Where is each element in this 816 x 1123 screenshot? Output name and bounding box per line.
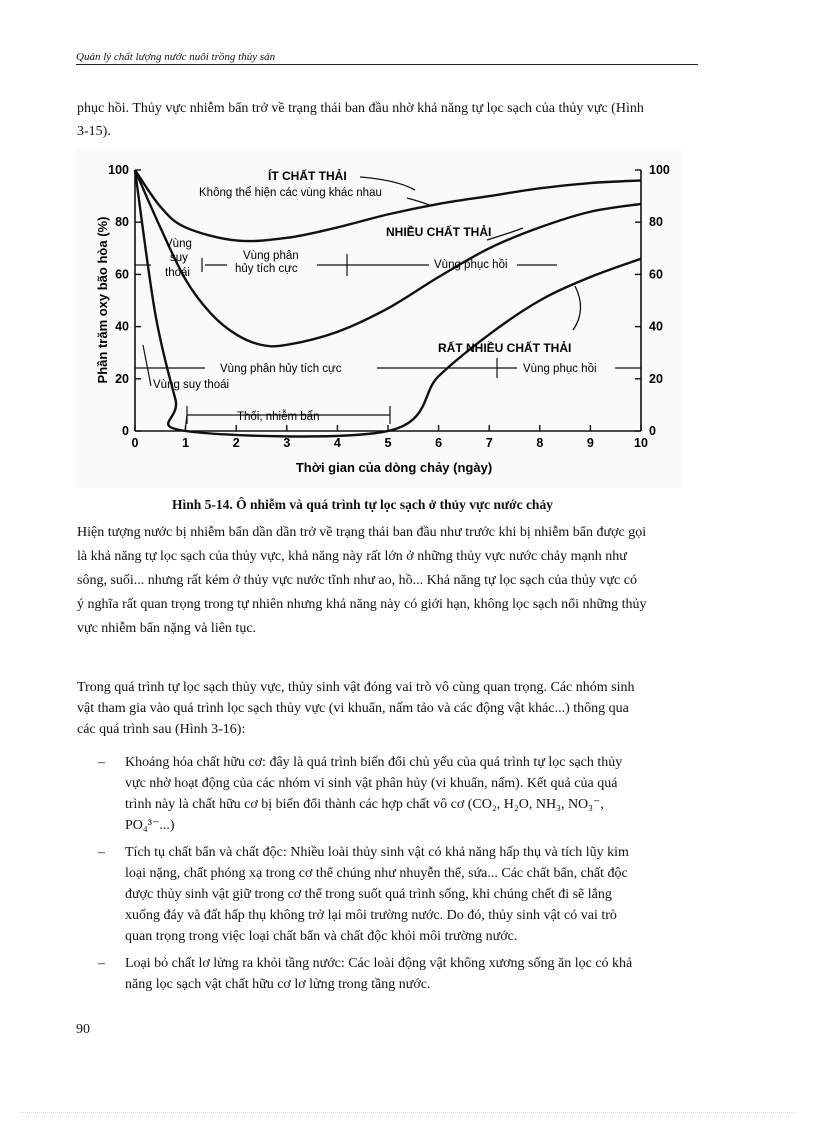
intro-paragraph: phục hồi. Thủy vực nhiễm bẩn trở về trạng thái ban đầu nhờ khả năng tự lọc sạch của thủy vực (Hình 3-15). [77, 101, 644, 139]
label-khong-the: Không thể hiện các vùng khác nhau [199, 187, 382, 199]
y-tick-label-right: 20 [649, 371, 663, 386]
y-tick-label-right: 0 [649, 424, 656, 438]
x-tick-label: 5 [384, 436, 392, 450]
list-item [98, 752, 638, 836]
label-nhieu-chat-thai: NHIỀU CHẤT THẢI [386, 225, 492, 239]
label-vung-suy-thoai-low: Vùng suy thoái [153, 379, 230, 391]
process-list [98, 752, 638, 1001]
label-vung-phan-huy-2: hủy tích cực [235, 263, 298, 275]
list-dash: – [98, 755, 105, 770]
y-axis-title: Phần trăm oxy bão hòa (%) [95, 216, 110, 384]
x-tick-label: 7 [485, 436, 493, 450]
list-dash: – [98, 845, 105, 860]
x-tick-label: 10 [634, 436, 648, 450]
label-vung-phuc-hoi-low: Vùng phục hồi [523, 363, 597, 375]
body-paragraph-2: Trong quá trình tự lọc sạch thủy vực, thủy sinh vật đóng vai trò vô cùng quan trọng. Các nhóm sinh vật tham gia vào quá trình lọc sạch thủy vực (vi khuẩn, nấm tảo và các động vật khác...) thông qua các quá trình sau (Hình 3-16): [77, 680, 635, 737]
y-tick-label-left: 0 [122, 424, 129, 438]
x-axis-title: Thời gian của dòng chảy (ngày) [295, 460, 493, 475]
x-tick-label: 4 [333, 436, 341, 450]
list-item-text: Loại bỏ chất lơ lửng ra khỏi tầng nước: Các loài động vật không xương sống ăn lọc có khả năng lọc sạch vật chất hữu cơ lơ lửng trong tầng nước. [125, 956, 633, 992]
y-tick-label-left: 60 [115, 267, 129, 282]
list-item [98, 842, 638, 947]
label-vung-phan-huy-1: Vùng phân [243, 250, 299, 262]
list-item-text: Tích tụ chất bẩn và chất độc: Nhiều loài thủy sinh vật có khả năng hấp thụ và tích lũy kim loại nặng, chất phóng xạ trong cơ thể chúng như nhuyễn thể, sứa... Các chất bẩn, chất độc được thủy sinh vật giữ trong cơ thể trong suốt quá trình sống, khi chúng chết đi sẽ lắng xuống đáy và đất hấp thụ không trở lại môi trường nước. Do đó, thủy sinh vật có vai trò quan trọng trong việc loại chất bẩn và chất độc khỏi môi trường nước. [125, 845, 629, 944]
label-vung-phuc-hoi-top: Vùng phục hồi [434, 259, 508, 271]
y-tick-label-left: 40 [115, 319, 129, 334]
x-tick-label: 0 [131, 436, 139, 450]
footer-rule [20, 1112, 796, 1113]
label-vung-suy-1: Vùng [165, 238, 192, 250]
list-dash: – [98, 956, 105, 971]
running-header: Quản lý chất lượng nước nuôi trồng thủy sản [76, 51, 276, 63]
y-tick-label-left: 80 [115, 215, 129, 230]
figure-chart [77, 150, 681, 488]
y-tick-label-left: 100 [108, 163, 129, 177]
y-tick-label-right: 40 [649, 319, 663, 334]
list-item [98, 953, 638, 995]
header-rule [76, 64, 698, 65]
label-it-chat-thai: ÍT CHẤT THẢI [268, 169, 347, 183]
body-paragraph-1: Hiện tượng nước bị nhiễm bẩn dần dần trở về trạng thái ban đầu như trước khi bị nhiễm bẩn được gọi là khả năng tự lọc sạch của thủy vực, khả năng này rất lớn ở những thủy vực nước chảy mạnh như sông, suối... nhưng rất kém ở thủy vực nước tĩnh như ao, hồ... Khả năng tự lọc sạch của thủy vực có ý nghĩa rất quan trọng trong tự nhiên nhưng khả năng này có giới hạn, không lọc sạch nổi những thủy vực nhiễm bẩn nặng và liên tục. [77, 525, 647, 636]
list-item-text: Khoáng hóa chất hữu cơ: đây là quá trình biến đổi chủ yếu của quá trình tự lọc sạch thủy vực nhờ hoạt động của các nhóm vi sinh vật phân hủy (vi khuẩn, nấm). Kết quả của quá trình này là chất hữu cơ bị biến đổi thành các hợp chất vô cơ (CO₂, H₂O, NH₃, NO₃⁻, PO₄³⁻...) [125, 755, 623, 833]
y-tick-label-right: 80 [649, 215, 663, 230]
label-vung-suy-3: thoái [165, 267, 190, 279]
y-tick-label-left: 20 [115, 371, 129, 386]
chart-svg [77, 150, 681, 488]
y-tick-label-right: 100 [649, 163, 670, 177]
x-tick-label: 3 [283, 436, 291, 450]
label-thoi-nhiem-ban: Thối, nhiễm bẩn [237, 411, 320, 423]
label-vung-suy-2: suy [170, 252, 188, 264]
x-tick-label: 8 [536, 436, 544, 450]
x-tick-label: 1 [182, 436, 190, 450]
x-tick-label: 9 [586, 436, 594, 450]
series-line-3 [135, 170, 641, 436]
y-tick-label-right: 60 [649, 267, 663, 282]
x-tick-label: 6 [435, 436, 443, 450]
page-number: 90 [76, 1022, 90, 1037]
x-tick-label: 2 [232, 436, 240, 450]
figure-caption: Hình 5-14. Ô nhiễm và quá trình tự lọc sạch ở thủy vực nước chảy [172, 497, 553, 512]
label-vung-phan-huy-low: Vùng phân hủy tích cực [220, 363, 342, 375]
label-rat-nhieu: RẤT NHIỀU CHẤT THẢI [438, 341, 572, 355]
